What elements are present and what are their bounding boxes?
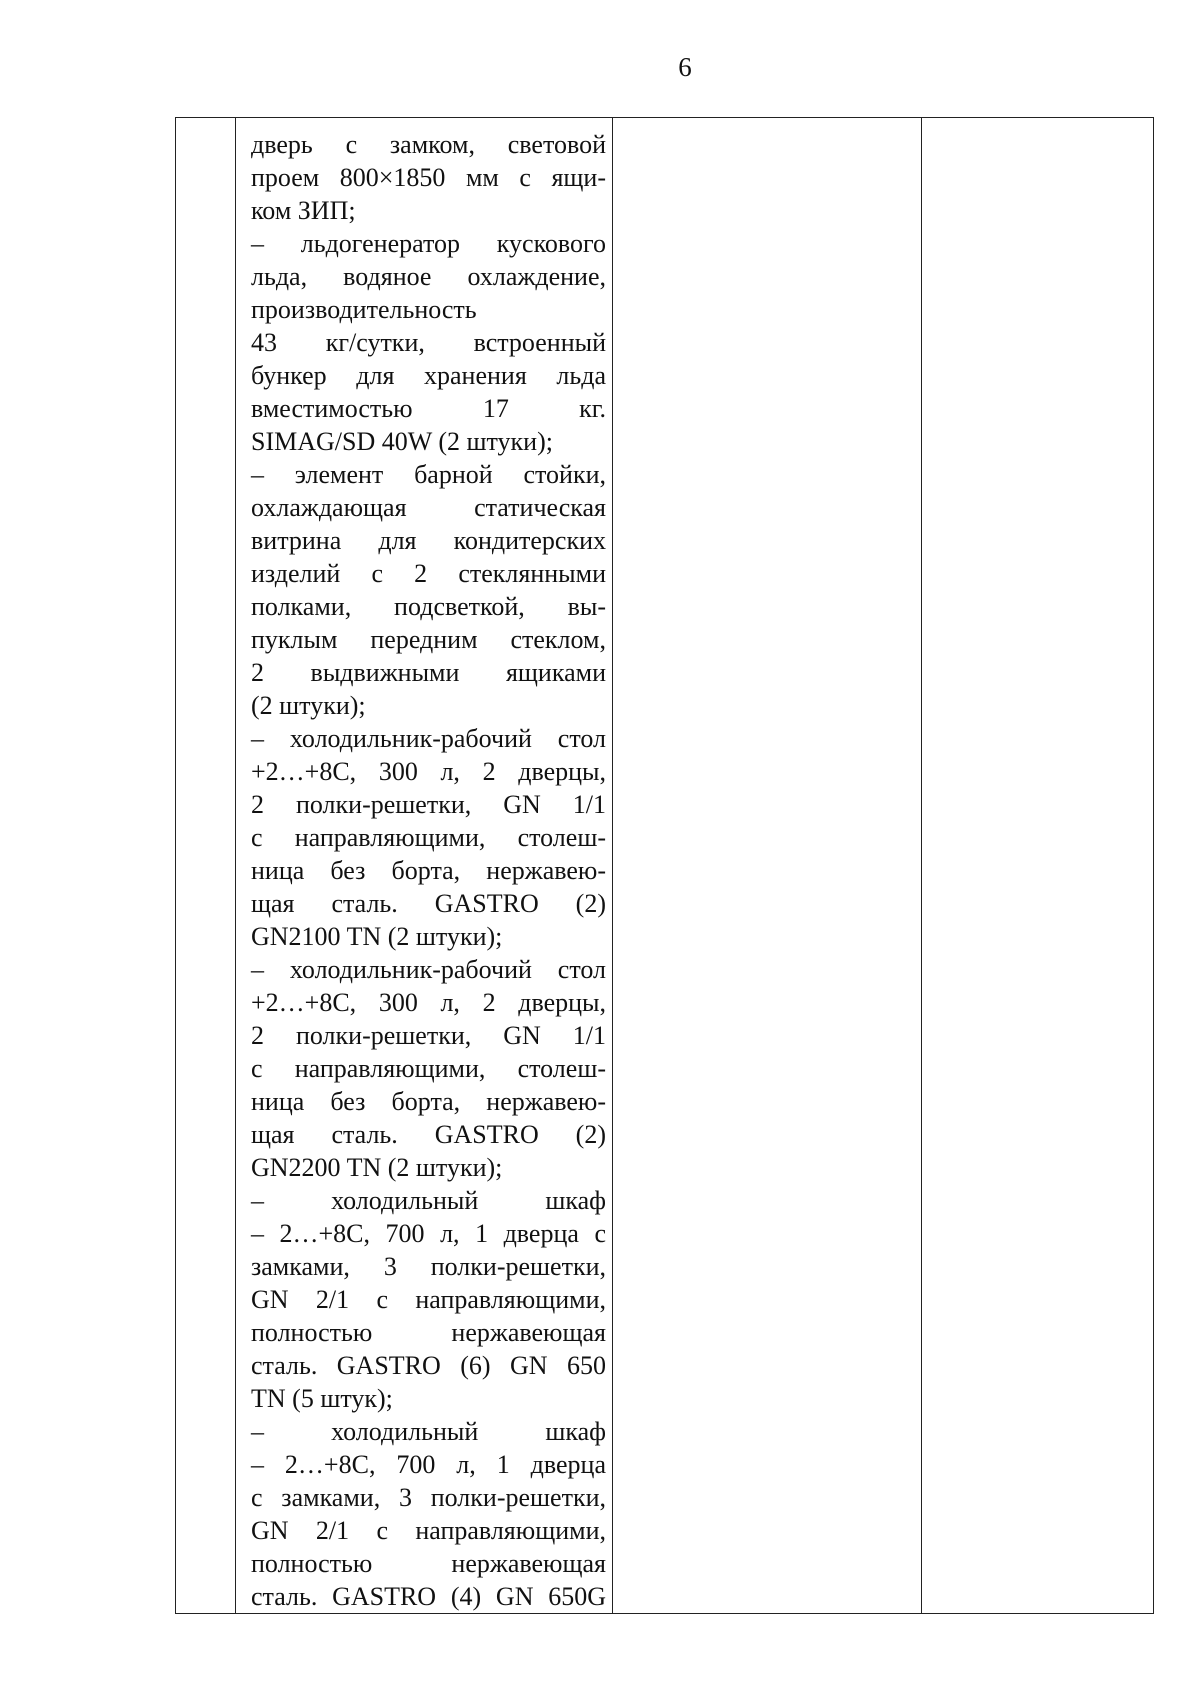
description-line: – холодильник-рабочий стол (251, 724, 606, 753)
description-line: GN 2/1 с направляющими, (251, 1285, 606, 1314)
table-cell-description (236, 118, 613, 1614)
description-line: полностью нержавеющая (251, 1318, 606, 1347)
description-line: охлаждающая статическая (251, 493, 606, 522)
description-line: щая сталь. GASTRO (2) (251, 889, 606, 918)
description-line: с направляющими, столеш- (251, 823, 606, 852)
description-line: – холодильник-рабочий стол (251, 955, 606, 984)
description-line: сталь. GASTRO (4) GN 650G (251, 1582, 606, 1611)
description-line: +2…+8С, 300 л, 2 дверцы, (251, 988, 606, 1017)
description-line: – холодильный шкаф (251, 1417, 606, 1446)
description-line: замками, 3 полки-решетки, (251, 1252, 606, 1281)
description-line: – 2…+8С, 700 л, 1 дверца (251, 1450, 606, 1479)
description-line: полками, подсветкой, вы- (251, 592, 606, 621)
equipment-table (175, 117, 1154, 1614)
description-line: SIMAG/SD 40W (2 штуки); (251, 427, 553, 456)
description-line: ница без борта, нержавею- (251, 1087, 606, 1116)
description-line: полностью нержавеющая (251, 1549, 606, 1578)
description-line: производительность (251, 295, 477, 324)
description-line: GN2200 TN (2 штуки); (251, 1153, 503, 1182)
description-line: вместимостью 17 кг. (251, 394, 606, 423)
description-line: +2…+8С, 300 л, 2 дверцы, (251, 757, 606, 786)
description-line: ком ЗИП; (251, 196, 356, 225)
description-line: льда, водяное охлаждение, (251, 262, 606, 291)
description-text (236, 118, 612, 1613)
description-line: 2 выдвижными ящиками (251, 658, 606, 687)
description-line: сталь. GASTRO (6) GN 650 (251, 1351, 606, 1380)
description-line: – 2…+8С, 700 л, 1 дверца с (251, 1219, 606, 1248)
description-line: GN 2/1 с направляющими, (251, 1516, 606, 1545)
description-line: – льдогенератор кускового (251, 229, 606, 258)
description-line: – холодильный шкаф (251, 1186, 606, 1215)
description-line: 2 полки-решетки, GN 1/1 (251, 790, 606, 819)
description-line: (2 штуки); (251, 691, 366, 720)
description-line: проем 800×1850 мм с ящи- (251, 163, 606, 192)
table-cell-empty-1 (613, 118, 922, 1614)
description-line: 2 полки-решетки, GN 1/1 (251, 1021, 606, 1050)
description-line: с замками, 3 полки-решетки, (251, 1483, 606, 1512)
description-line: изделий с 2 стеклянными (251, 559, 606, 588)
table-cell-empty-2 (922, 118, 1154, 1614)
description-line: GN2100 TN (2 штуки); (251, 922, 503, 951)
description-line: – элемент барной стойки, (251, 460, 606, 489)
description-line: TN (5 штук); (251, 1384, 393, 1413)
description-line: бункер для хранения льда (251, 361, 606, 390)
description-line: дверь с замком, световой (251, 130, 606, 159)
description-line: пуклым передним стеклом, (251, 625, 606, 654)
description-line: с направляющими, столеш- (251, 1054, 606, 1083)
description-line: щая сталь. GASTRO (2) (251, 1120, 606, 1149)
table-row (176, 118, 1154, 1614)
description-line: витрина для кондитерских (251, 526, 606, 555)
description-line: 43 кг/сутки, встроенный (251, 328, 606, 357)
table-cell-number (176, 118, 236, 1614)
description-line: ница без борта, нержавею- (251, 856, 606, 885)
page-number: 6 (678, 52, 692, 82)
